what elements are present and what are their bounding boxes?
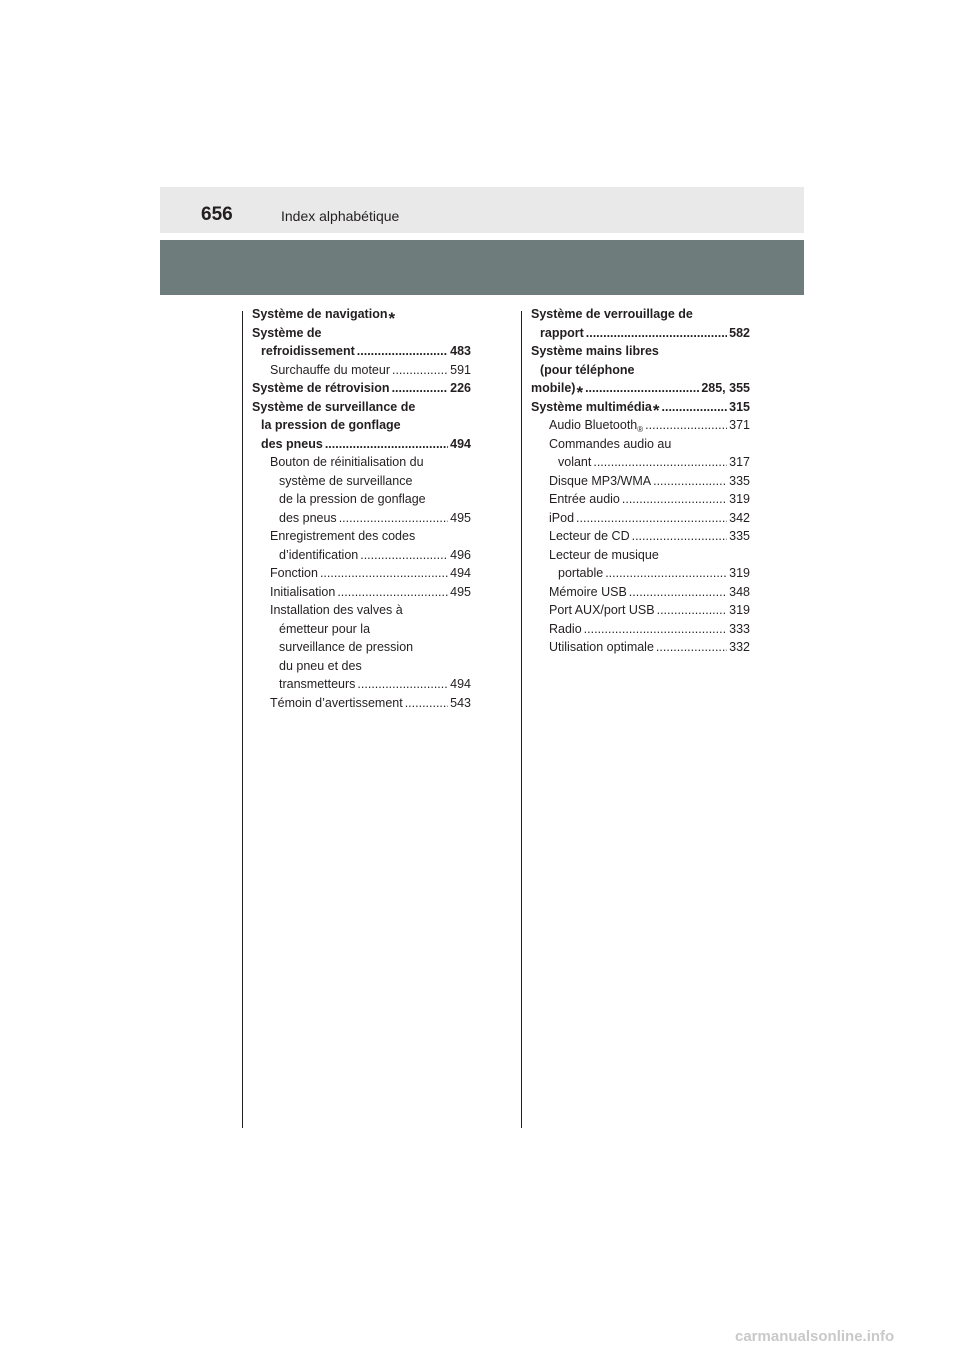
page-ref[interactable]: 315 [729,399,750,414]
column-rule-right [521,311,522,1128]
page-ref[interactable]: 319 [729,492,750,506]
index-entry: Système de [252,325,322,340]
watermark: carmanualsonline.info [735,1328,895,1345]
index-subentry: Port AUX/port USB ..... 319 [531,601,750,620]
index-entry: mobile) * ..... 285, 355 [531,379,750,398]
leader-dots [357,342,448,361]
index-subentry: Installation des valves à [270,603,403,617]
index-subentry: Initialisation ..... 495 [252,583,471,602]
page-ref[interactable]: 226 [450,381,471,395]
leader-dots [325,435,448,454]
index-subentry: système de surveillance [279,473,413,488]
header-title: Index alphabétique [281,208,400,224]
index-subentry: Mémoire USB ..... 348 [531,583,750,602]
index-subentry: Utilisation optimale ..... 332 [531,638,750,657]
leader-dots [605,564,727,583]
leader-dots [586,324,727,343]
leader-dots [584,620,727,639]
index-subentry: iPod ..... 342 [531,509,750,528]
index-subentry: Lecteur de musique [549,547,659,562]
leader-dots [392,361,448,380]
page-ref[interactable]: 348 [729,584,750,599]
index-entry: la pression de gonflage [261,418,401,432]
index-entry: Système de navigation * [252,307,396,328]
leader-dots [656,638,727,657]
leader-dots [320,564,448,583]
page-number: 656 [201,204,233,225]
page-ref[interactable]: 332 [729,640,750,654]
page-ref[interactable]: 371 [729,418,750,432]
index-entry: Système de rétrovision ..... 226 [252,379,471,398]
leader-dots [339,509,448,528]
index-subentry: Fonction ..... 494 [252,564,471,583]
leader-dots [657,601,728,620]
page-ref[interactable]: 494 [450,566,471,580]
index-subentry: Commandes audio au [549,436,672,451]
section-band [160,240,804,295]
leader-dots [662,398,728,417]
index-subentry: Radio ..... 333 [531,620,750,639]
index-subentry: portable ..... 319 [531,564,750,583]
index-entry: (pour téléphone [540,362,635,377]
index-subentry: surveillance de pression [279,640,414,654]
page-ref[interactable]: 494 [450,677,471,691]
header-bar [160,187,804,233]
page-ref[interactable]: 335 [729,473,750,488]
leader-dots [585,379,699,398]
leader-dots [653,472,727,491]
leader-dots [360,546,448,565]
page-ref[interactable]: 317 [729,455,750,469]
index-column-right [531,305,750,657]
index-subentry: transmetteurs ..... 494 [252,675,471,694]
leader-dots [629,583,727,602]
index-subentry: volant ..... 317 [531,453,750,472]
page-ref[interactable]: 543 [450,695,471,710]
index-subentry: Disque MP3/WMA ..... 335 [531,472,750,491]
page-ref[interactable]: 494 [450,436,471,451]
leader-dots [405,694,448,713]
leader-dots [392,379,449,398]
page-ref[interactable]: 496 [450,547,471,562]
index-entry: Système multimédia * ..... 315 [531,398,750,417]
index-column-left [252,305,471,712]
leader-dots [337,583,448,602]
index-subentry: Entrée audio ..... 319 [531,490,750,509]
leader-dots [576,509,727,528]
index-subentry: Enregistrement des codes [270,529,416,543]
index-subentry: Surchauffe du moteur ..... 591 [252,361,471,380]
index-entry: des pneus ..... 494 [252,435,471,454]
leader-dots [632,527,728,546]
page-ref[interactable]: 333 [729,621,750,636]
index-subentry: des pneus ..... 495 [252,509,471,528]
leader-dots [593,453,727,472]
column-rule-left [242,311,243,1128]
page-ref[interactable]: 335 [729,529,750,543]
page-ref[interactable]: 285, 355 [701,381,750,395]
index-subentry: Témoin d’avertissement ..... 543 [252,694,471,713]
index-subentry: de la pression de gonflage [279,492,426,506]
index-entry: Système de verrouillage de [531,307,693,321]
index-entry: Système mains libres [531,344,659,358]
index-subentry: du pneu et des [279,658,362,673]
leader-dots [622,490,727,509]
index-subentry: Audio Bluetooth ® ..... 371 [531,416,750,435]
index-subentry: émetteur pour la [279,621,371,636]
page-ref[interactable]: 495 [450,584,471,599]
page-ref[interactable]: 319 [729,566,750,580]
page-ref[interactable]: 591 [450,362,471,377]
index-entry: rapport ..... 582 [531,324,750,343]
leader-dots [357,675,448,694]
index-subentry: d’identification ..... 496 [252,546,471,565]
index-entry: refroidissement ..... 483 [252,342,471,361]
page-ref[interactable]: 319 [729,603,750,617]
page-ref[interactable]: 342 [729,510,750,525]
index-subentry: Bouton de réinitialisation du [270,455,424,469]
index-entry: Système de surveillance de [252,399,416,414]
page-ref[interactable]: 582 [729,325,750,340]
page-ref[interactable]: 483 [450,344,471,358]
page-ref[interactable]: 495 [450,510,471,525]
index-subentry: Lecteur de CD ..... 335 [531,527,750,546]
